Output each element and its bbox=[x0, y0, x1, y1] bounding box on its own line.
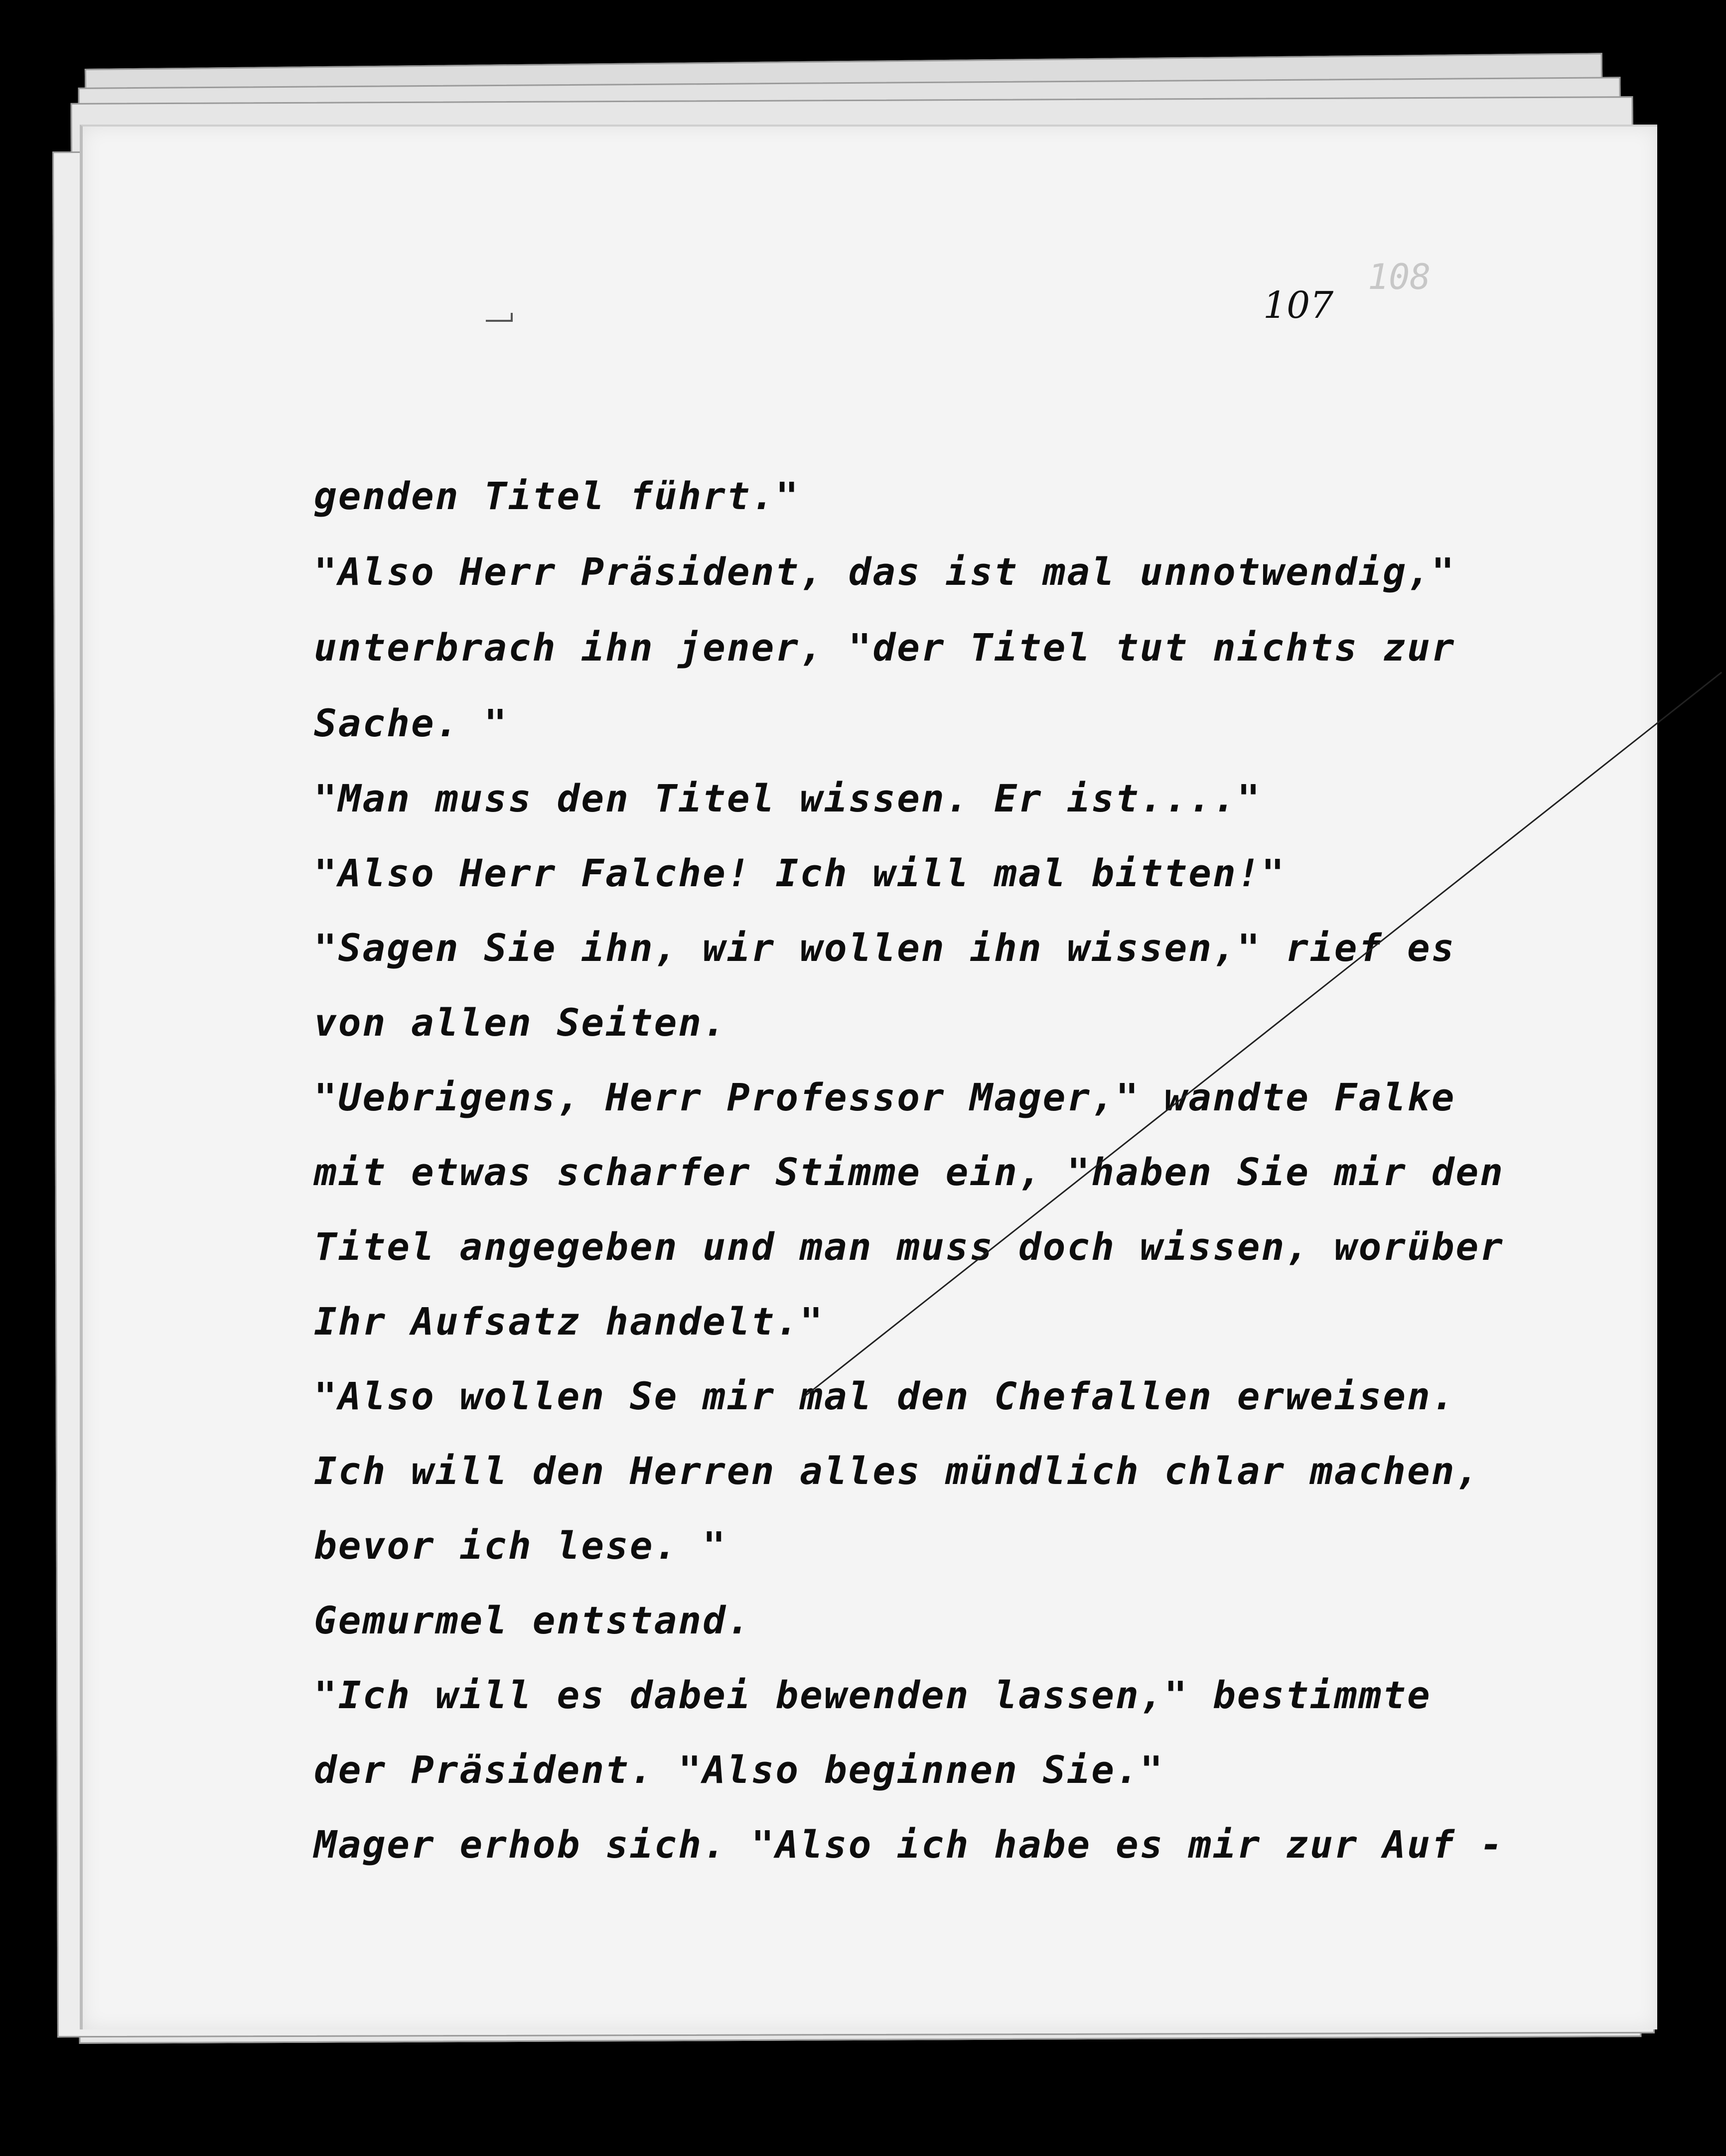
ghost-page-number: 108 bbox=[1368, 257, 1431, 297]
text-line: "Sagen Sie ihn, wir wollen ihn wissen," rief es bbox=[314, 926, 1456, 970]
text-line: "Also Herr Falche! Ich will mal bitten!" bbox=[314, 851, 1286, 895]
text-line: von allen Seiten. bbox=[314, 1000, 727, 1045]
text-line: "Also Herr Präsident, das ist mal unnotwendig," bbox=[314, 549, 1456, 594]
text-line: "Man muss den Titel wissen. Er ist...." bbox=[314, 776, 1262, 820]
text-line: Titel angegeben und man muss doch wissen, worüber bbox=[314, 1224, 1505, 1269]
text-line: unterbrach ihn jener, "der Titel tut nichts zur bbox=[314, 625, 1456, 670]
text-line: genden Titel führt." bbox=[314, 474, 800, 518]
text-line: Mager erhob sich. "Also ich habe es mir zur Auf - bbox=[314, 1822, 1505, 1867]
text-line: mit etwas scharfer Stimme ein, "haben Sie mir den bbox=[314, 1150, 1505, 1194]
typewritten-text bbox=[314, 458, 1510, 1882]
text-line: bevor ich lese. " bbox=[314, 1523, 727, 1568]
text-line: Sache. " bbox=[314, 701, 509, 745]
text-line: Ich will den Herren alles mündlich chlar machen, bbox=[314, 1449, 1480, 1493]
text-line: Ihr Aufsatz handelt." bbox=[314, 1299, 824, 1344]
margin-mark bbox=[486, 313, 513, 322]
text-line: "Also wollen Se mir mal den Chefallen erweisen. bbox=[314, 1374, 1456, 1418]
text-line: der Präsident. "Also beginnen Sie." bbox=[314, 1748, 1164, 1792]
text-line: "Ich will es dabei bewenden lassen," bestimmte bbox=[314, 1673, 1432, 1717]
page-number: 107 bbox=[1263, 284, 1334, 327]
text-line: Gemurmel entstand. bbox=[314, 1598, 751, 1642]
text-line: "Uebrigens, Herr Professor Mager," wandte Falke bbox=[314, 1075, 1456, 1119]
